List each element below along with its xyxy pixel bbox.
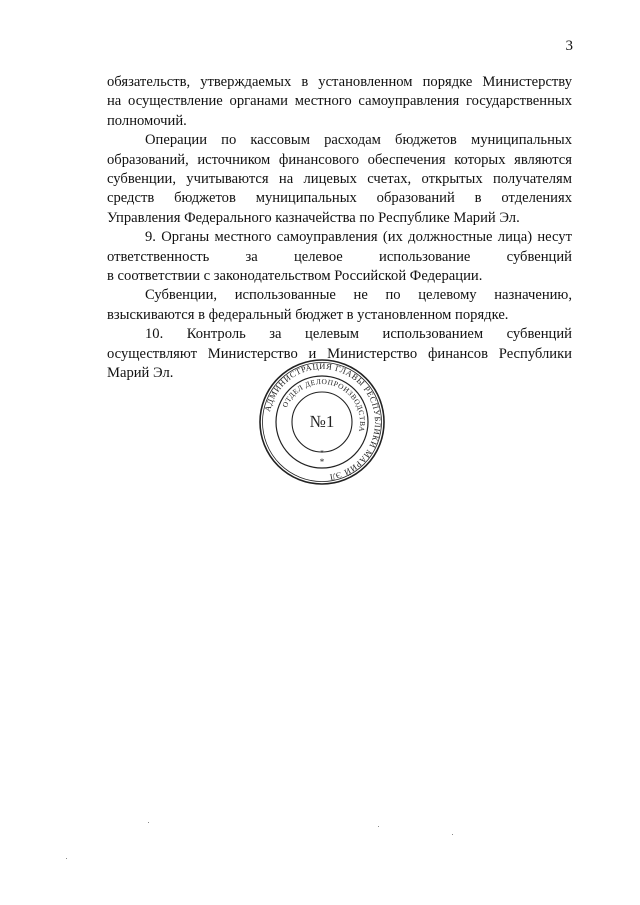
scan-speck: [66, 858, 67, 859]
official-stamp: [258, 358, 386, 486]
stamp-outer-text: АДМИНИСТРАЦИЯ ГЛАВЫ РЕСПУБЛИКИ МАРИЙ ЭЛ: [263, 361, 383, 482]
paragraph-4-line-1: Субвенции, использованные не по целевому назначению,: [145, 287, 572, 304]
paragraph-2-line-1: Операции по кассовым расходам бюджетов муниципальных: [145, 132, 572, 149]
paragraph-2-line-2: образований, источником финансового обеспечения которых являются: [107, 151, 572, 168]
scan-speck: [378, 826, 379, 827]
stamp-inner-text: ОТДЕЛ ДЕЛОПРОИЗВОДСТВА: [280, 376, 368, 434]
stamp-center-number: №1: [309, 412, 335, 431]
paragraph-5-line-1: 10. Контроль за целевым использованием субвенций: [145, 326, 572, 343]
stamp-star-inner: *: [320, 449, 324, 457]
page-number: 3: [565, 38, 573, 54]
paragraph-5-line-2: осуществляют Министерство и Министерство финансов Республики: [107, 345, 572, 362]
scan-speck: [452, 834, 453, 835]
paragraph-1-line-1: обязательств, утверждаемых в установленном порядке Министерству: [107, 74, 572, 90]
paragraph-2-line-3: субвенции, учитываются на лицевых счетах, открытых получателям: [107, 171, 572, 188]
stamp-star-outer: *: [319, 457, 325, 467]
paragraph-3-line-2: ответственность за целевое использование субвенций: [107, 248, 572, 265]
paragraph-2-line-5: Управления Федерального казначейства по Республике Марий Эл.: [107, 209, 520, 226]
paragraph-4-line-2: взыскиваются в федеральный бюджет в установленном порядке.: [107, 306, 509, 323]
paragraph-2-line-4: средств бюджетов муниципальных образований в отделениях: [107, 190, 572, 207]
document-body: [107, 73, 572, 384]
paragraph-1-line-3: полномочий.: [107, 112, 187, 129]
scan-speck: [148, 822, 149, 823]
paragraph-5-line-3: Марий Эл.: [107, 365, 174, 382]
paragraph-3-line-3: в соответствии с законодательством Российской Федерации.: [107, 268, 483, 285]
paragraph-1-line-2: на осуществление органами местного самоуправления государственных: [107, 93, 572, 110]
paragraph-3-line-1: 9. Органы местного самоуправления (их должностные лица) несут: [145, 229, 572, 246]
